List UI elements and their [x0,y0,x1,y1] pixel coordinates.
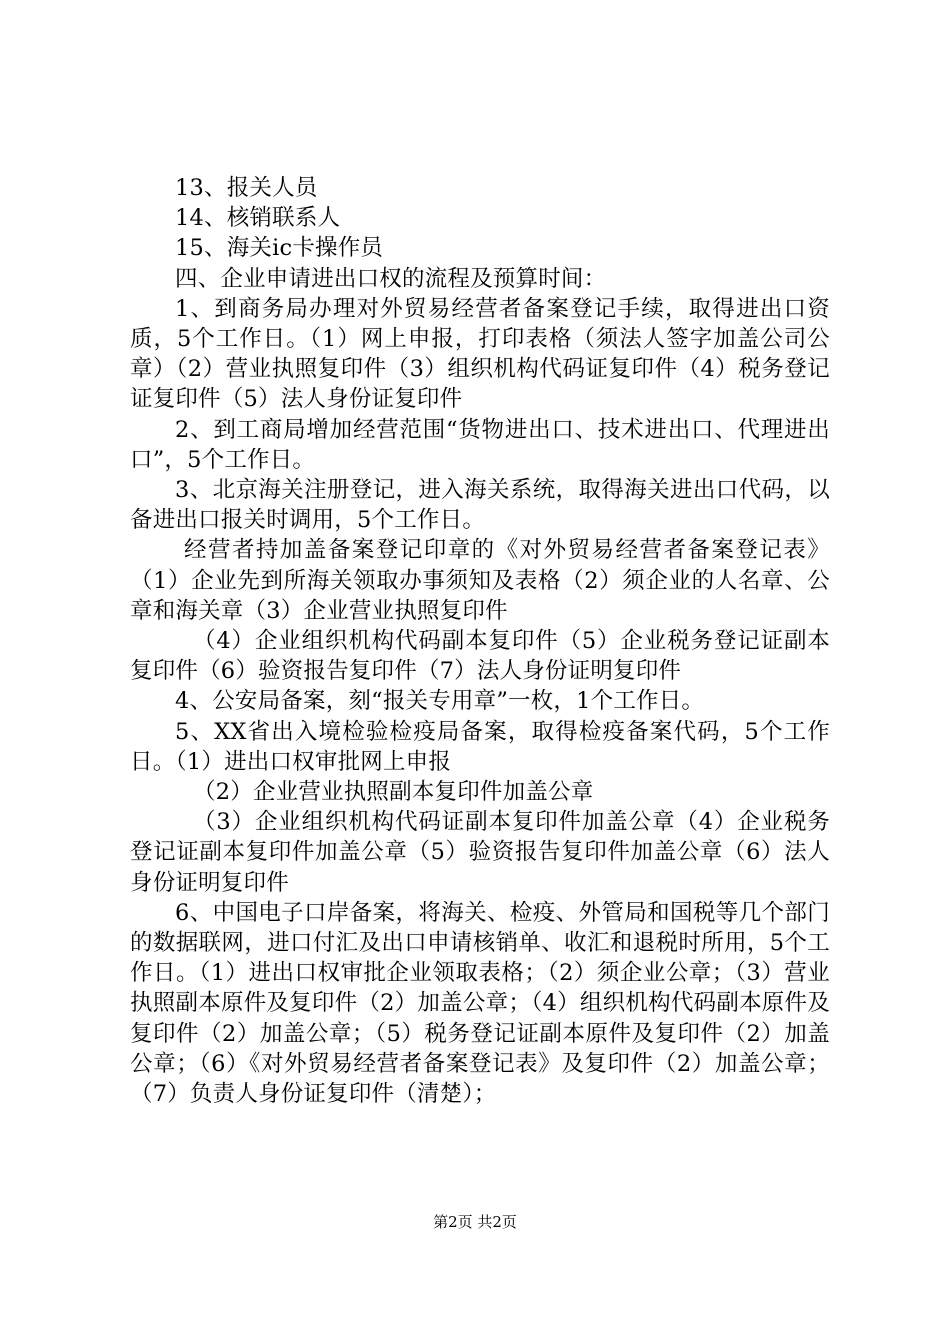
paragraph-step-2: 2、到工商局增加经营范围“货物进出口、技术进出口、代理进出口”，5个工作日。 [130,416,830,473]
paragraph-step-3: 3、北京海关注册登记，进入海关系统，取得海关进出口代码，以备进出口报关时调用，5个工作日。 [130,477,830,534]
paragraph-step-4: 4、公安局备案，刻“报关专用章”一枚，1个工作日。 [175,688,705,715]
list-item-customs-declarant: 13、报关人员 [175,175,318,201]
paragraph-step-5-item-2: （2）企业营业执照副本复印件加盖公章 [193,779,594,806]
paragraph-step-3-documents: （4）企业组织机构代码副本复印件（5）企业税务登记证副本复印件（6）验资报告复印件（7）法人身份证明复印件 [130,628,830,685]
paragraph-step-1: 1、到商务局办理对外贸易经营者备案登记手续，取得进出口资质，5个工作日。（1）网上申报，打印表格（须法人签字加盖公司公章）（2）营业执照复印件（3）组织机构代码证复印件（4）税务登记证复印件（5）法人身份证复印件 [130,295,830,413]
page-footer: 第2页 共2页 [433,1213,517,1231]
paragraph-step-5: 5、XX省出入境检验检疫局备案，取得检疫备案代码，5个工作日。（1）进出口权审批网上申报 [130,718,830,775]
document-body [130,173,830,1109]
section-heading-process: 四、企业申请进出口权的流程及预算时间： [175,265,607,292]
list-item-verification-contact: 14、核销联系人 [175,205,341,232]
paragraph-step-3-details: 经营者持加盖备案登记印章的《对外贸易经营者备案登记表》（1）企业先到所海关领取办事须知及表格（2）须企业的人名章、公章和海关章（3）企业营业执照复印件 [130,537,830,624]
paragraph-step-6: 6、中国电子口岸备案，将海关、检疫、外管局和国税等几个部门的数据联网，进口付汇及出口申请核销单、收汇和退税时所用，5个工作日。（1）进出口权审批企业领取表格；（2）须企业公章；（3）营业执照副本原件及复印件（2）加盖公章；（4）组织机构代码副本原件及复印件（2）加盖公章；（5）税务登记证副本原件及复印件（2）加盖公章；（6）《对外贸易经营者备案登记表》及复印件（2）加盖公章；（7）负责人身份证复印件（清楚）； [130,899,830,1108]
list-item-ic-card-operator: 15、海关ic卡操作员 [175,235,384,262]
paragraph-step-5-items-3-6: （3）企业组织机构代码证副本复印件加盖公章（4）企业税务登记证副本复印件加盖公章（5）验资报告复印件加盖公章（6）法人身份证明复印件 [130,809,830,896]
